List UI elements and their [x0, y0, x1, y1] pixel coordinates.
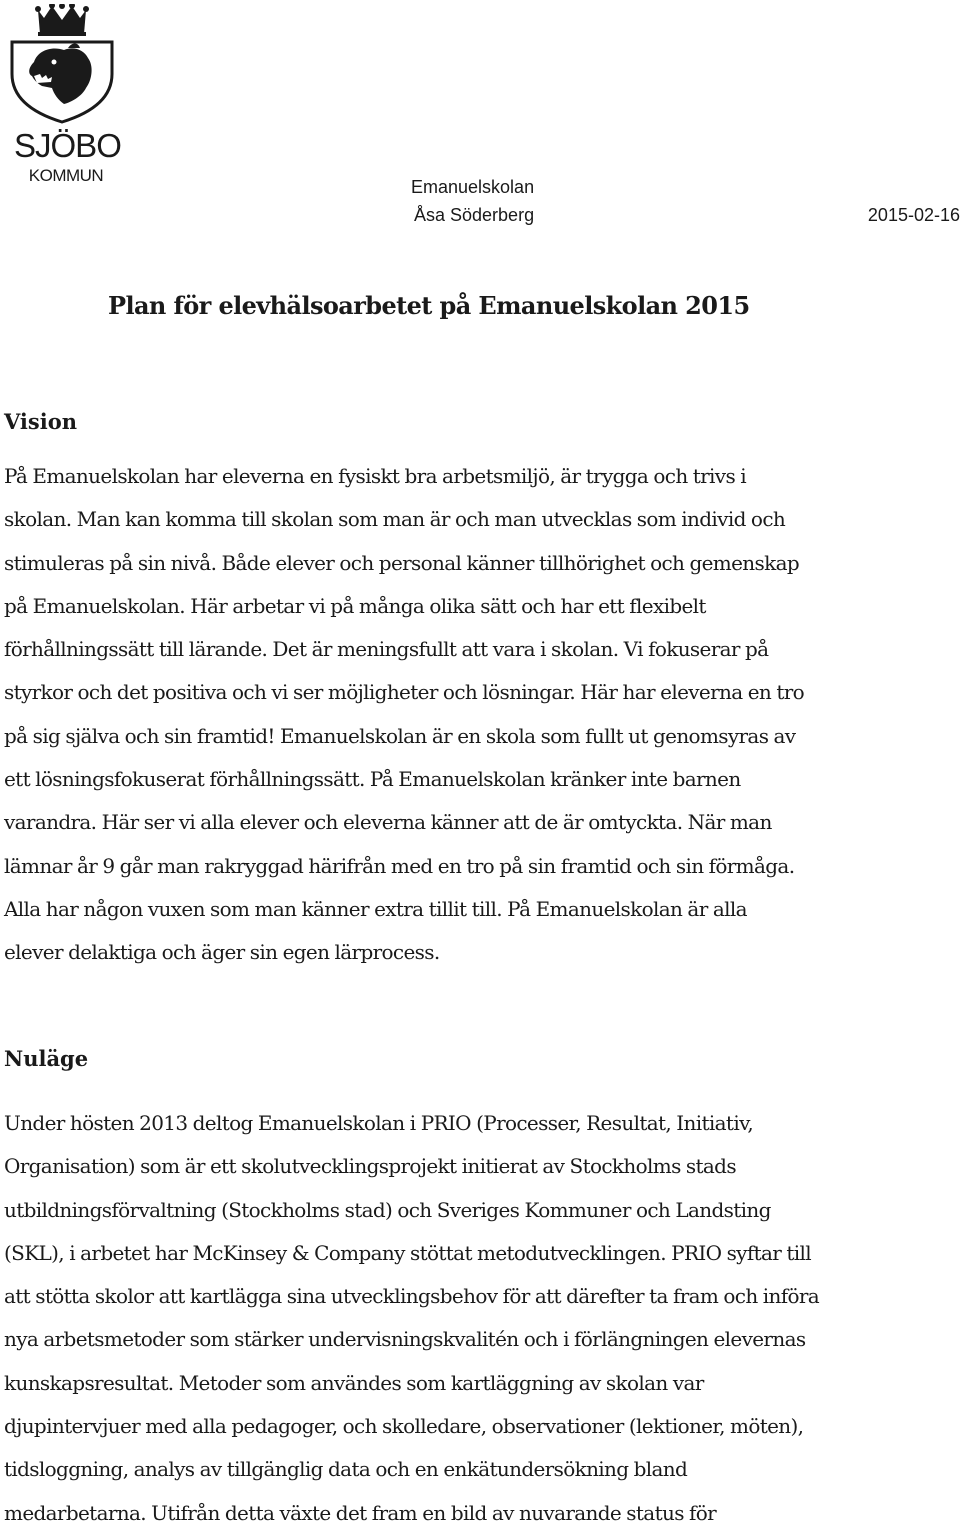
- text-line: På Emanuelskolan har eleverna en fysiskt bra arbetsmiljö, är trygga och trivs i: [4, 464, 747, 488]
- document-title: Plan för elevhälsoarbetet på Emanuelskolan 2015: [108, 291, 750, 320]
- text-line: Under hösten 2013 deltog Emanuelskolan i PRIO (Processer, Resultat, Initiativ,: [4, 1111, 754, 1135]
- header-date: 2015-02-16: [867, 205, 960, 225]
- text-line: medarbetarna. Utifrån detta växte det fram en bild av nuvarande status för: [4, 1500, 717, 1525]
- text-line: utbildningsförvaltning (Stockholms stad) och Sveriges Kommuner och Landsting: [4, 1197, 771, 1222]
- text-line: skolan. Man kan komma till skolan som man är och man utvecklas som individ och: [4, 507, 786, 532]
- text-line: djupintervjuer med alla pedagoger, och skolledare, observationer (lektioner, möten),: [4, 1414, 804, 1439]
- text-line: tidsloggning, analys av tillgänglig data och en enkätundersökning bland: [4, 1457, 688, 1482]
- text-line: förhållningssätt till lärande. Det är meningsfullt att vara i skolan. Vi fokuserar på: [4, 637, 769, 662]
- coat-of-arms-icon: [8, 4, 116, 124]
- nulage-paragraph: [4, 1102, 956, 1535]
- municipality-logo: [8, 4, 121, 185]
- text-line: Alla har någon vuxen som man känner extra tillit till. På Emanuelskolan är alla: [4, 896, 747, 921]
- text-line: (SKL), i arbetet har McKinsey & Company stöttat metodutvecklingen. PRIO syftar till: [4, 1240, 811, 1265]
- section-heading-nulage: Nuläge: [4, 1046, 89, 1071]
- header-school: Emanuelskolan: [411, 177, 535, 197]
- text-line: stimuleras på sin nivå. Både elever och personal känner tillhörighet och gemenskap: [4, 550, 800, 575]
- section-heading-vision: Vision: [4, 409, 77, 434]
- text-line: på sig själva och sin framtid! Emanuelskolan är en skola som fullt ut genomsyras av: [4, 723, 796, 748]
- text-line: nya arbetsmetoder som stärker undervisningskvalitén och i förlängningen elevernas: [4, 1327, 806, 1352]
- text-line: elever delaktiga och äger sin egen lärprocess.: [4, 940, 440, 965]
- text-line: styrkor och det positiva och vi ser möjligheter och lösningar. Här har eleverna en tro: [4, 680, 805, 705]
- text-line: Organisation) som är ett skolutvecklingsprojekt initierat av Stockholms stads: [4, 1154, 736, 1179]
- text-line: kunskapsresultat. Metoder som användes som kartläggning av skolan var: [4, 1370, 704, 1395]
- vision-paragraph: [4, 455, 956, 975]
- header-author: Åsa Söderberg: [414, 205, 535, 225]
- text-line: varandra. Här ser vi alla elever och eleverna känner att de är omtyckta. När man: [4, 810, 772, 835]
- text-line: lämnar år 9 går man rakryggad härifrån med en tro på sin framtid och sin förmåga.: [4, 853, 795, 878]
- text-line: ett lösningsfokuserat förhållningssätt. På Emanuelskolan kränker inte barnen: [4, 767, 741, 792]
- logo-subtitle: KOMMUN: [28, 166, 104, 185]
- logo-name: SJÖBO: [14, 127, 121, 164]
- text-line: att stötta skolor att kartlägga sina utvecklingsbehov för att därefter ta fram och införa: [4, 1284, 820, 1309]
- text-line: på Emanuelskolan. Här arbetar vi på många olika sätt och har ett flexibelt: [4, 593, 706, 618]
